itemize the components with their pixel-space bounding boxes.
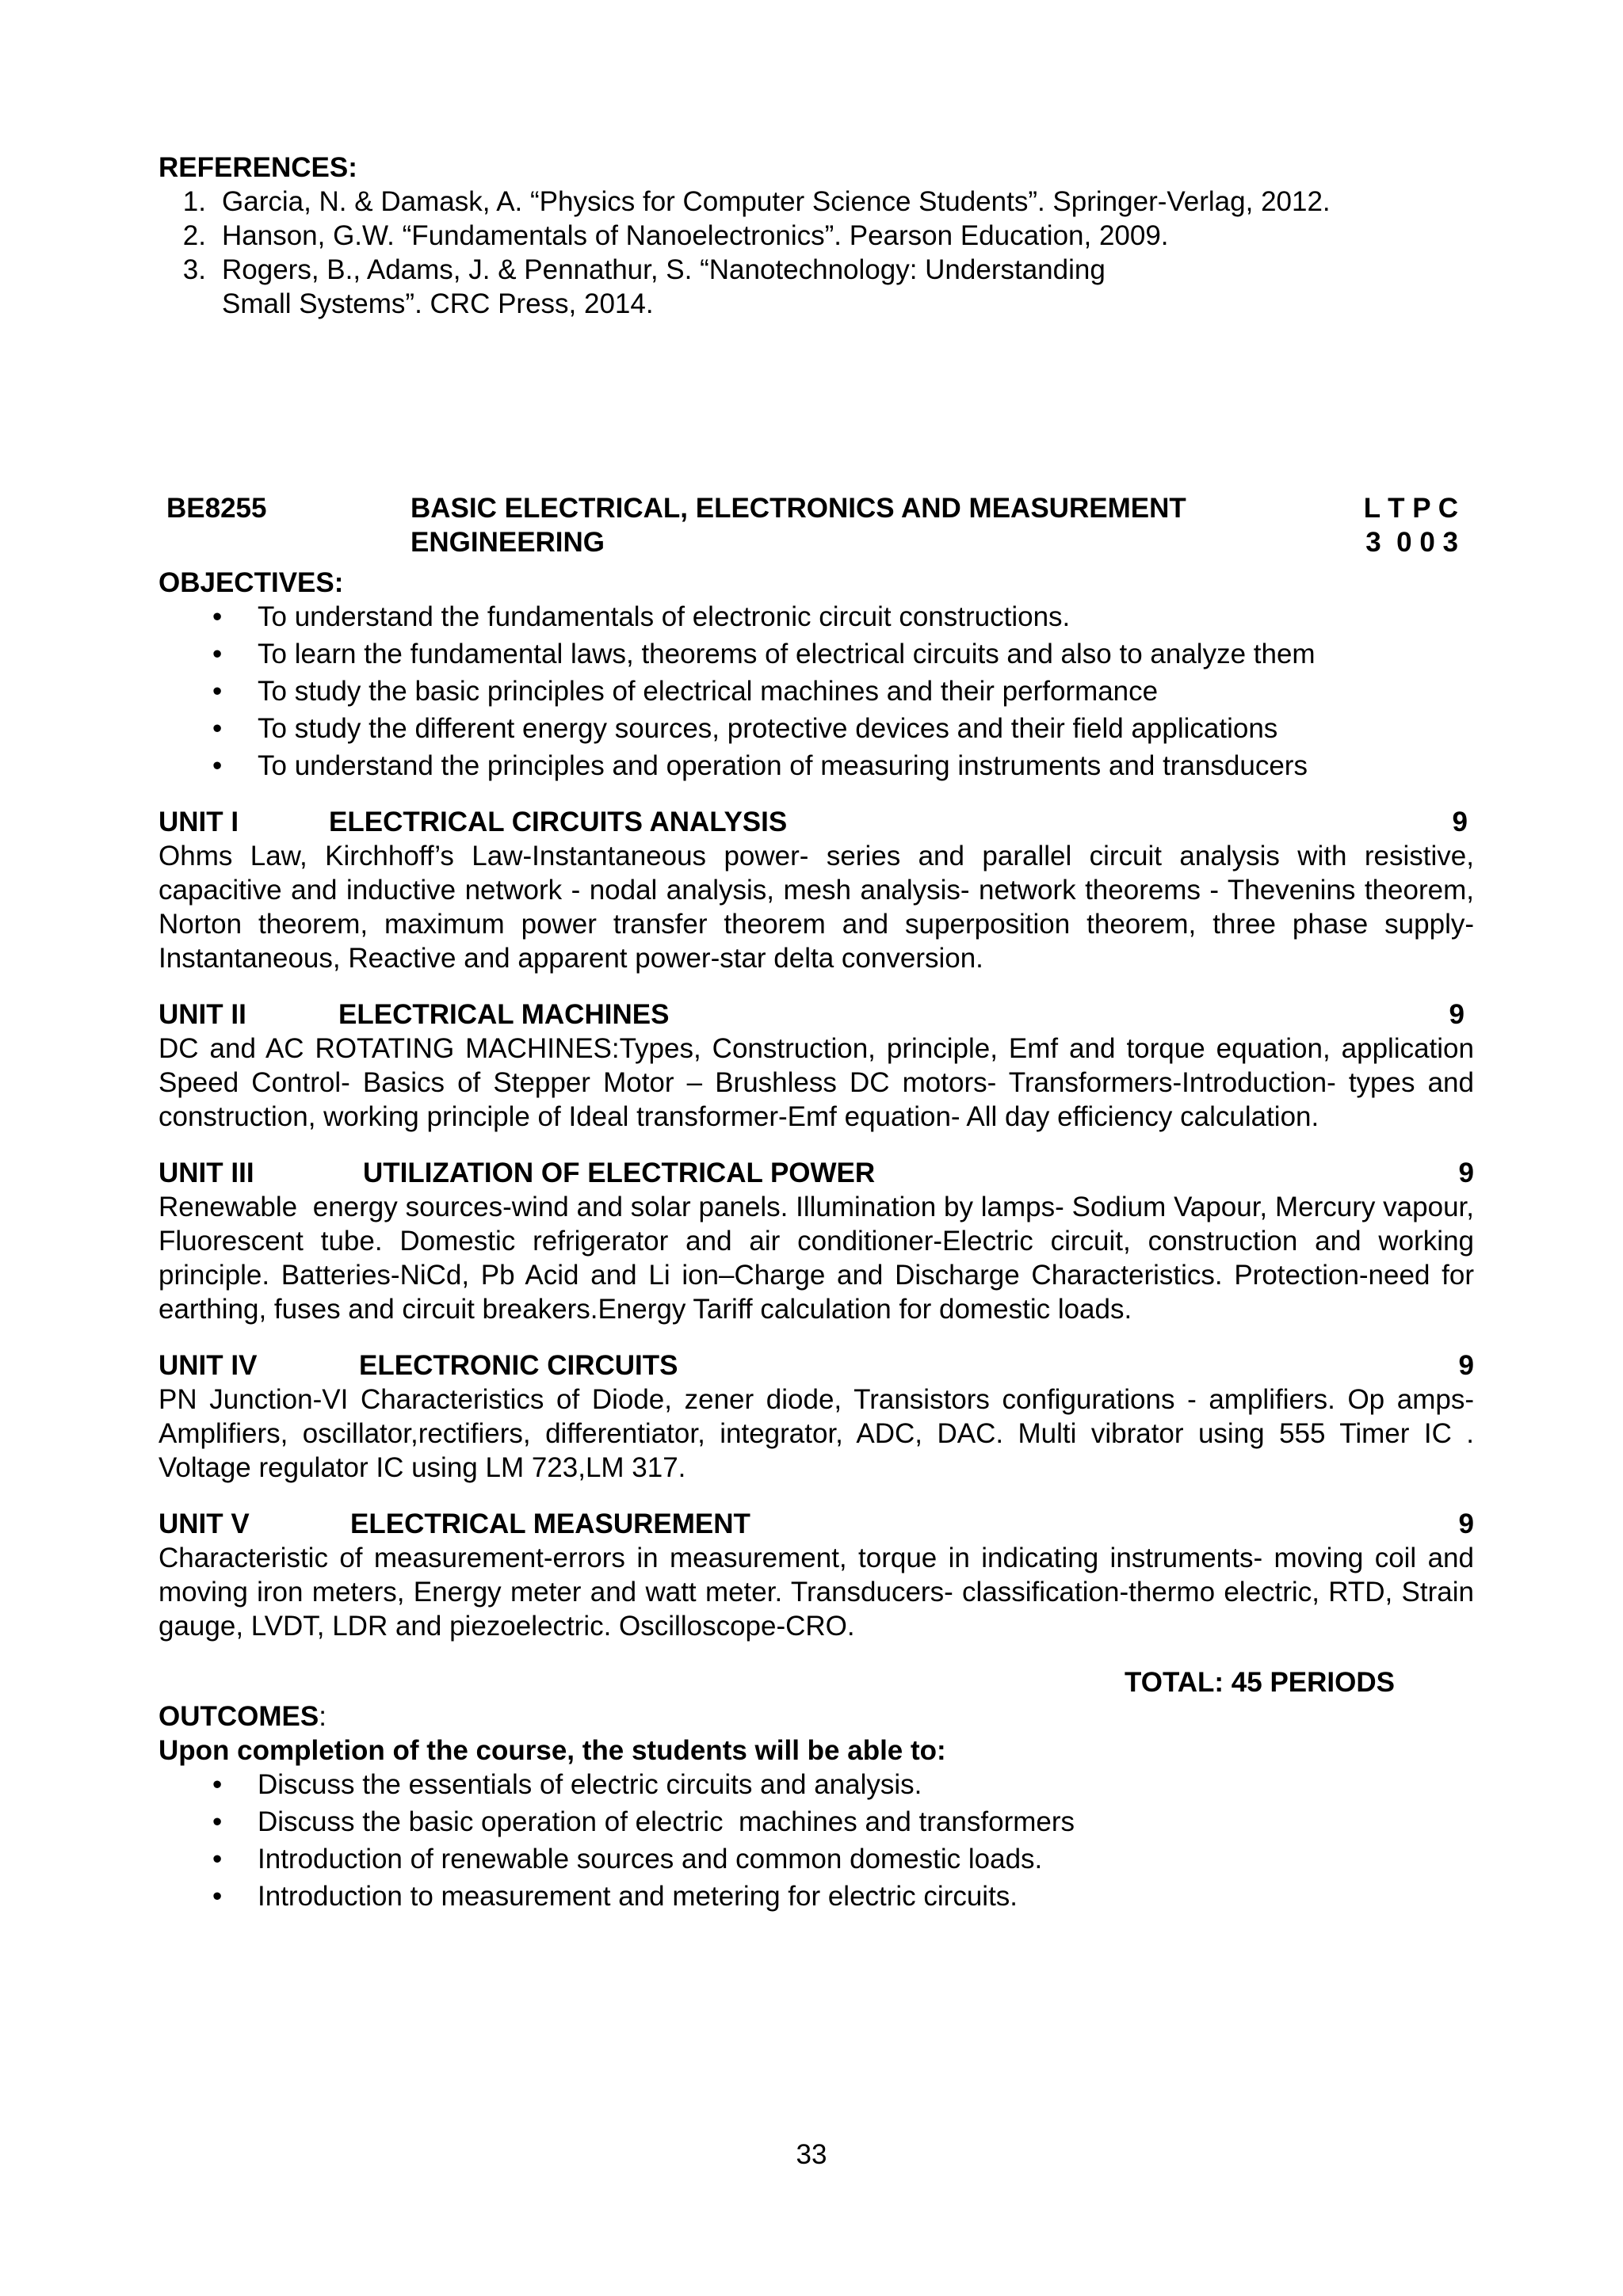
bullet-icon: • <box>212 1769 223 1800</box>
reference-continuation: Small Systems”. CRC Press, 2014. <box>222 288 654 319</box>
outcomes-intro: Upon completion of the course, the students will be able to: <box>158 1735 946 1766</box>
objective-item <box>158 600 1474 634</box>
outcome-item <box>158 1768 1474 1802</box>
outcome-text: Introduction of renewable sources and common domestic loads. <box>258 1844 1043 1875</box>
references-section <box>158 151 1474 321</box>
objective-item <box>158 637 1474 671</box>
course-code: BE8255 <box>166 493 267 524</box>
unit-hours: 9 <box>1458 1350 1474 1381</box>
outcome-item <box>158 1805 1474 1839</box>
unit-label: UNIT I <box>158 807 239 837</box>
reference-text: Hanson, G.W. “Fundamentals of Nanoelectronics”. Pearson Education, 2009. <box>222 220 1169 251</box>
ltpc-label: L T P C <box>1363 493 1458 524</box>
unit-heading <box>158 1156 1474 1190</box>
references-list <box>158 185 1474 321</box>
bullet-icon: • <box>212 713 223 744</box>
unit-body: Ohms Law, Kirchhoff’s Law-Instantaneous power- series and parallel circuit analysis with resistive, capacitive and inductive network - nodal analysis, mesh analysis- network theorems - Thevenins theorem, Norton theorem, maximum power transfer theorem and superposition theorem, three phase supply-Instantaneous, Reactive and apparent power-star delta conversion. <box>158 841 1474 974</box>
page-number: 33 <box>796 2139 827 2170</box>
objective-text: To study the different energy sources, protective devices and their field applications <box>258 713 1278 744</box>
objective-text: To understand the fundamentals of electronic circuit constructions. <box>258 601 1071 632</box>
total-periods: TOTAL: 45 PERIODS <box>1125 1667 1395 1698</box>
outcome-item <box>158 1842 1474 1876</box>
ltpc-block <box>1364 491 1458 559</box>
unit-heading <box>158 805 1474 839</box>
unit-heading <box>158 1507 1474 1541</box>
bullet-icon: • <box>212 750 223 781</box>
outcomes-section <box>158 1699 1474 1913</box>
course-header <box>158 491 1474 559</box>
bullet-icon: • <box>212 676 223 707</box>
outcome-text: Discuss the basic operation of electric machines and transformers <box>258 1806 1075 1837</box>
unit-1 <box>158 805 1474 975</box>
syllabus-page <box>158 151 1482 1917</box>
course-title-line-1: BASIC ELECTRICAL, ELECTRONICS AND MEASUREMENT <box>411 493 1186 524</box>
unit-title: ELECTRICAL MACHINES <box>338 999 670 1030</box>
unit-title: UTILIZATION OF ELECTRICAL POWER <box>363 1158 876 1188</box>
outcomes-heading <box>158 1699 1474 1733</box>
unit-hours: 9 <box>1452 807 1468 837</box>
objective-text: To study the basic principles of electrical machines and their performance <box>258 676 1159 707</box>
unit-body: DC and AC ROTATING MACHINES:Types, Construction, principle, Emf and torque equation, application Speed Control- Basics of Stepper Motor – Brushless DC motors- Transformers-Introduction- types and construction, working principle of Ideal transformer-Emf equation- All day efficiency calculation. <box>158 1033 1474 1132</box>
unit-label: UNIT IV <box>158 1350 258 1381</box>
objectives-heading: OBJECTIVES: <box>158 567 344 598</box>
course-title-line-2: ENGINEERING <box>411 527 605 558</box>
objective-text: To understand the principles and operation of measuring instruments and transducers <box>258 750 1308 781</box>
outcome-text: Discuss the essentials of electric circuits and analysis. <box>258 1769 922 1800</box>
unit-2 <box>158 997 1474 1134</box>
unit-hours: 9 <box>1449 999 1465 1030</box>
unit-label: UNIT V <box>158 1508 250 1539</box>
unit-title: ELECTRICAL CIRCUITS ANALYSIS <box>329 807 788 837</box>
ltpc-values: 3 0 0 3 <box>1365 527 1458 558</box>
bullet-icon: • <box>212 639 223 669</box>
reference-text: Garcia, N. & Damask, A. “Physics for Computer Science Students”. Springer-Verlag, 2012. <box>222 186 1331 217</box>
unit-label: UNIT III <box>158 1158 254 1188</box>
reference-number: 3. <box>182 254 206 285</box>
unit-3 <box>158 1156 1482 1326</box>
unit-heading <box>158 1348 1474 1383</box>
unit-body: Renewable energy sources-wind and solar panels. Illumination by lamps- Sodium Vapour, Mercury vapour, Fluorescent tube. Domestic refrigerator and air conditioner-Electric circuit, construction and working principle. Batteries-NiCd, Pb Acid and Li ion–Charge and Discharge Characteristics. Protection-need for earthing, fuses and circuit breakers.Energy Tariff calculation for domestic loads. <box>158 1192 1482 1325</box>
unit-4 <box>158 1348 1474 1485</box>
unit-hours: 9 <box>1458 1158 1474 1188</box>
references-heading: REFERENCES: <box>158 152 357 183</box>
unit-title: ELECTRICAL MEASUREMENT <box>350 1508 750 1539</box>
objective-text: To learn the fundamental laws, theorems of electrical circuits and also to analyze them <box>258 639 1316 669</box>
unit-body: PN Junction-VI Characteristics of Diode, zener diode, Transistors configurations - amplifiers. Op amps- Amplifiers, oscillator,rectifiers, differentiator, integrator, ADC, DAC. Multi vibrator using 555 Timer IC . Voltage regulator IC using LM 723,LM 317. <box>158 1384 1474 1483</box>
objective-item <box>158 674 1474 708</box>
outcome-text: Introduction to measurement and metering for electric circuits. <box>258 1881 1018 1912</box>
bullet-icon: • <box>212 601 223 632</box>
objective-item <box>158 711 1474 746</box>
unit-title: ELECTRONIC CIRCUITS <box>359 1350 678 1381</box>
reference-number: 1. <box>182 186 206 217</box>
reference-number: 2. <box>182 220 206 251</box>
objective-item <box>158 749 1474 783</box>
bullet-icon: • <box>212 1881 223 1912</box>
unit-body: Characteristic of measurement-errors in measurement, torque in indicating instruments- moving coil and moving iron meters, Energy meter and watt meter. Transducers- classification-thermo electric, RTD, Strain gauge, LVDT, LDR and piezoelectric. Oscilloscope-CRO. <box>158 1543 1474 1642</box>
bullet-icon: • <box>212 1844 223 1875</box>
unit-5 <box>158 1507 1474 1643</box>
bullet-icon: • <box>212 1806 223 1837</box>
unit-hours: 9 <box>1458 1508 1474 1539</box>
objectives-list <box>158 600 1474 783</box>
unit-heading <box>158 997 1474 1032</box>
objectives-section <box>158 566 1474 783</box>
outcome-item <box>158 1879 1474 1913</box>
unit-label: UNIT II <box>158 999 246 1030</box>
outcomes-heading-colon: : <box>319 1701 327 1732</box>
reference-item <box>158 253 1474 287</box>
course-title <box>411 491 1186 559</box>
reference-item <box>158 219 1474 253</box>
outcomes-list <box>158 1768 1474 1913</box>
reference-text: Rogers, B., Adams, J. & Pennathur, S. “Nanotechnology: Understanding <box>222 254 1106 285</box>
reference-item <box>158 185 1474 219</box>
outcomes-heading-text: OUTCOMES <box>158 1701 319 1732</box>
